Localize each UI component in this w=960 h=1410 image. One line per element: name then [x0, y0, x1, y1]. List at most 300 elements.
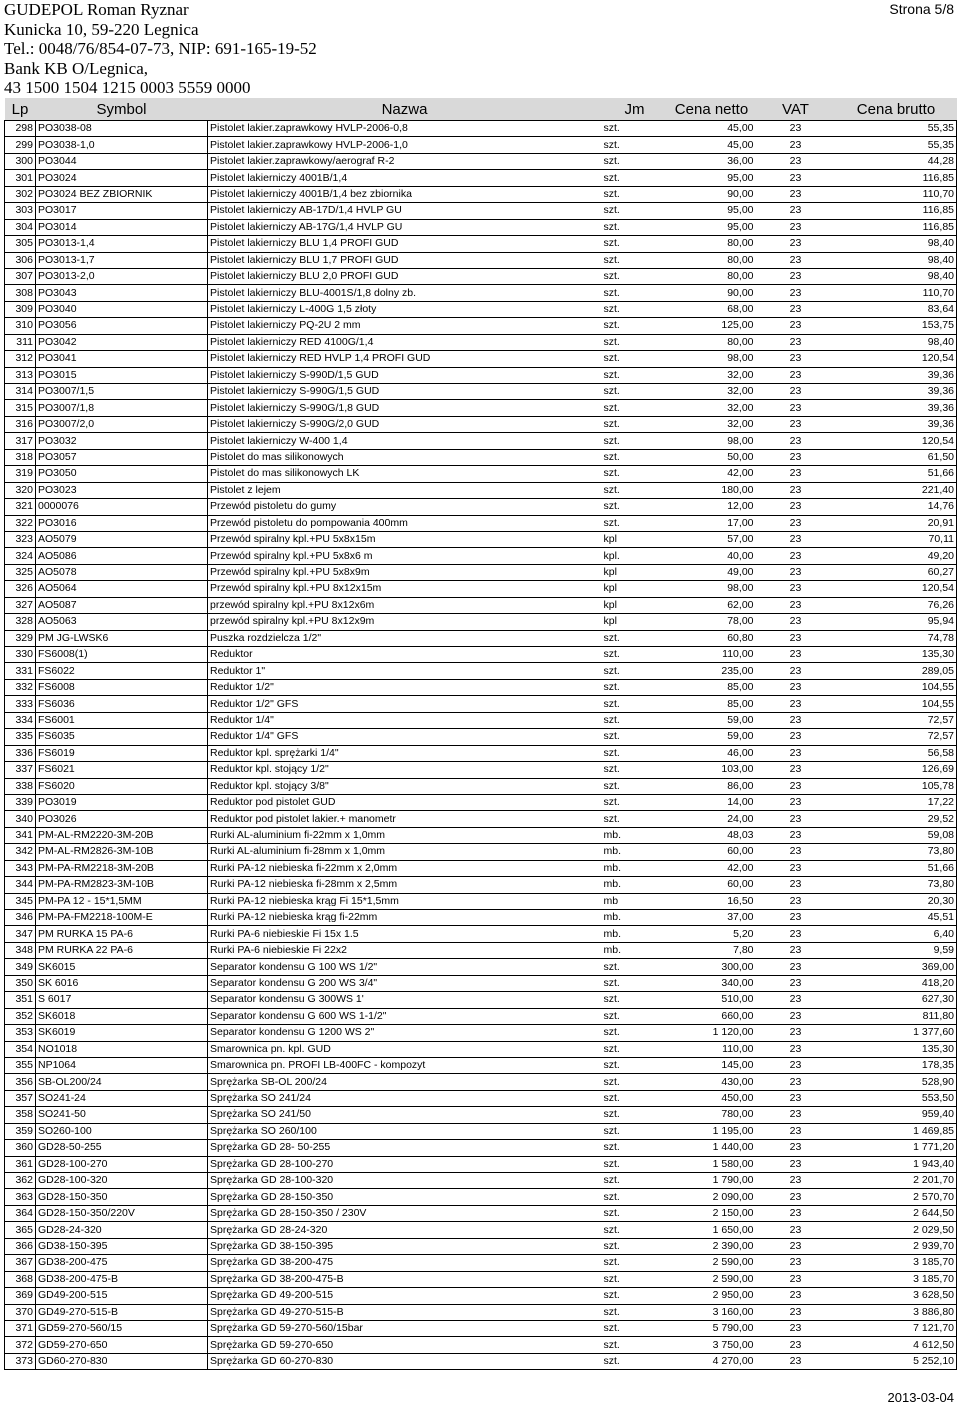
row-cena-brutto: 3 185,70 [836, 1271, 957, 1287]
row-symbol: AO5064 [36, 581, 208, 597]
row-lp: 342 [5, 844, 36, 860]
price-list-table [4, 98, 957, 1370]
row-vat: 23 [756, 860, 836, 876]
row-symbol: GD28-24-320 [36, 1222, 208, 1238]
row-symbol: SK6018 [36, 1008, 208, 1024]
col-cena-netto-header: Cena netto [668, 98, 756, 121]
row-nazwa: Sprężarka GD 59-270-560/15bar [208, 1320, 602, 1336]
row-vat: 23 [756, 121, 836, 137]
company-line: 43 1500 1504 1215 0003 5559 0000 [4, 78, 251, 97]
row-jm: szt. [602, 696, 668, 712]
row-lp: 349 [5, 959, 36, 975]
row-nazwa: Sprężarka SO 260/100 [208, 1123, 602, 1139]
row-jm: szt. [602, 1288, 668, 1304]
row-lp: 363 [5, 1189, 36, 1205]
row-cena-brutto: 6,40 [836, 926, 957, 942]
row-jm: mb. [602, 910, 668, 926]
row-lp: 370 [5, 1304, 36, 1320]
row-cena-brutto: 17,22 [836, 794, 957, 810]
table-row [5, 926, 957, 942]
row-lp: 345 [5, 893, 36, 909]
table-row [5, 236, 957, 252]
company-line: Tel.: 0048/76/854-07-73, NIP: 691-165-19-52 [4, 39, 317, 58]
row-jm: kpl [602, 581, 668, 597]
row-nazwa: Przewód spiralny kpl.+PU 8x12x15m [208, 581, 602, 597]
row-lp: 305 [5, 236, 36, 252]
row-nazwa: Pistolet z lejem [208, 482, 602, 498]
row-symbol: PM JG-LWSK6 [36, 630, 208, 646]
row-jm: szt. [602, 811, 668, 827]
row-jm: szt. [602, 515, 668, 531]
row-lp: 364 [5, 1205, 36, 1221]
row-cena-brutto: 1 377,60 [836, 1025, 957, 1041]
row-lp: 304 [5, 219, 36, 235]
row-nazwa: Pistolet lakierniczy S-990G/1,8 GUD [208, 400, 602, 416]
row-vat: 23 [756, 482, 836, 498]
row-symbol: FS6019 [36, 745, 208, 761]
row-vat: 23 [756, 647, 836, 663]
row-symbol: GD49-270-515-B [36, 1304, 208, 1320]
row-cena-netto: 32,00 [668, 384, 756, 400]
row-cena-netto: 110,00 [668, 647, 756, 663]
row-nazwa: Rurki PA-6 niebieskie Fi 22x2 [208, 942, 602, 958]
row-vat: 23 [756, 1057, 836, 1073]
col-nazwa-header: Nazwa [208, 98, 602, 121]
row-cena-netto: 32,00 [668, 400, 756, 416]
row-cena-brutto: 627,30 [836, 992, 957, 1008]
row-cena-netto: 5,20 [668, 926, 756, 942]
row-vat: 23 [756, 449, 836, 465]
row-lp: 309 [5, 301, 36, 317]
row-cena-brutto: 72,57 [836, 729, 957, 745]
table-row [5, 992, 957, 1008]
row-vat: 23 [756, 1271, 836, 1287]
row-nazwa: Sprężarka GD 28- 50-255 [208, 1140, 602, 1156]
row-symbol: AO5086 [36, 548, 208, 564]
row-lp: 347 [5, 926, 36, 942]
row-cena-netto: 98,00 [668, 581, 756, 597]
col-vat-header: VAT [756, 98, 836, 121]
row-jm: szt. [602, 186, 668, 202]
row-symbol: AO5078 [36, 564, 208, 580]
row-cena-brutto: 98,40 [836, 236, 957, 252]
table-row [5, 1288, 957, 1304]
row-symbol: PO3057 [36, 449, 208, 465]
row-vat: 23 [756, 318, 836, 334]
row-nazwa: Sprężarka GD 60-270-830 [208, 1353, 602, 1369]
row-nazwa: Reduktor 1/4" GFS [208, 729, 602, 745]
row-symbol: SO241-24 [36, 1090, 208, 1106]
row-cena-brutto: 98,40 [836, 268, 957, 284]
row-jm: szt. [602, 1057, 668, 1073]
row-symbol: FS6021 [36, 762, 208, 778]
row-jm: szt. [602, 203, 668, 219]
row-vat: 23 [756, 614, 836, 630]
row-cena-brutto: 135,30 [836, 647, 957, 663]
table-row [5, 1140, 957, 1156]
row-cena-netto: 125,00 [668, 318, 756, 334]
row-symbol: GD28-150-350 [36, 1189, 208, 1205]
row-cena-netto: 14,00 [668, 794, 756, 810]
row-symbol: PO3014 [36, 219, 208, 235]
row-nazwa: Reduktor 1/2" [208, 679, 602, 695]
row-cena-netto: 90,00 [668, 186, 756, 202]
row-lp: 352 [5, 1008, 36, 1024]
row-symbol: FS6020 [36, 778, 208, 794]
table-row [5, 647, 957, 663]
row-lp: 315 [5, 400, 36, 416]
row-lp: 335 [5, 729, 36, 745]
row-vat: 23 [756, 1304, 836, 1320]
row-jm: szt. [602, 679, 668, 695]
row-symbol: GD60-270-830 [36, 1353, 208, 1369]
row-symbol: PO3016 [36, 515, 208, 531]
row-lp: 319 [5, 466, 36, 482]
table-row [5, 1255, 957, 1271]
table-row [5, 910, 957, 926]
row-cena-brutto: 51,66 [836, 466, 957, 482]
row-lp: 318 [5, 449, 36, 465]
table-row [5, 696, 957, 712]
row-cena-brutto: 126,69 [836, 762, 957, 778]
row-jm: szt. [602, 153, 668, 169]
row-cena-brutto: 76,26 [836, 597, 957, 613]
company-line: GUDEPOL Roman Ryznar [4, 0, 189, 19]
row-cena-netto: 2 590,00 [668, 1255, 756, 1271]
row-symbol: GD28-100-320 [36, 1173, 208, 1189]
row-lp: 313 [5, 367, 36, 383]
row-cena-netto: 2 090,00 [668, 1189, 756, 1205]
row-lp: 299 [5, 137, 36, 153]
row-cena-brutto: 2 201,70 [836, 1173, 957, 1189]
row-jm: szt. [602, 1222, 668, 1238]
row-cena-brutto: 1 943,40 [836, 1156, 957, 1172]
row-jm: kpl [602, 531, 668, 547]
row-jm: szt. [602, 1205, 668, 1221]
row-vat: 23 [756, 1337, 836, 1353]
row-nazwa: Smarownica pn. kpl. GUD [208, 1041, 602, 1057]
row-nazwa: Pistolet lakier.zaprawkowy HVLP-2006-1,0 [208, 137, 602, 153]
row-symbol: PO3015 [36, 367, 208, 383]
row-jm: szt. [602, 712, 668, 728]
row-nazwa: Sprężarka GD 59-270-650 [208, 1337, 602, 1353]
row-symbol: GD59-270-560/15 [36, 1320, 208, 1336]
row-lp: 340 [5, 811, 36, 827]
row-nazwa: Pistolet lakierniczy 4001B/1,4 [208, 170, 602, 186]
row-nazwa: Rurki PA-12 niebieska krąg Fi 15*1,5mm [208, 893, 602, 909]
row-vat: 23 [756, 564, 836, 580]
table-row [5, 449, 957, 465]
row-jm: szt. [602, 433, 668, 449]
row-nazwa: Puszka rozdzielcza 1/2" [208, 630, 602, 646]
table-row [5, 252, 957, 268]
row-cena-netto: 59,00 [668, 729, 756, 745]
row-lp: 302 [5, 186, 36, 202]
row-lp: 350 [5, 975, 36, 991]
row-vat: 23 [756, 1173, 836, 1189]
row-cena-netto: 46,00 [668, 745, 756, 761]
row-cena-brutto: 4 612,50 [836, 1337, 957, 1353]
row-cena-netto: 98,00 [668, 433, 756, 449]
row-lp: 339 [5, 794, 36, 810]
row-cena-netto: 59,00 [668, 712, 756, 728]
row-vat: 23 [756, 597, 836, 613]
row-cena-brutto: 72,57 [836, 712, 957, 728]
row-cena-netto: 1 650,00 [668, 1222, 756, 1238]
row-cena-netto: 2 390,00 [668, 1238, 756, 1254]
row-jm: szt. [602, 975, 668, 991]
row-vat: 23 [756, 367, 836, 383]
table-row [5, 1173, 957, 1189]
table-row [5, 137, 957, 153]
row-lp: 300 [5, 153, 36, 169]
row-cena-netto: 40,00 [668, 548, 756, 564]
row-cena-brutto: 221,40 [836, 482, 957, 498]
row-lp: 333 [5, 696, 36, 712]
row-nazwa: Przewód pistoletu do gumy [208, 499, 602, 515]
row-nazwa: Sprężarka SO 241/24 [208, 1090, 602, 1106]
row-cena-netto: 660,00 [668, 1008, 756, 1024]
row-nazwa: Pistolet lakierniczy S-990D/1,5 GUD [208, 367, 602, 383]
row-cena-brutto: 39,36 [836, 367, 957, 383]
row-symbol: AO5063 [36, 614, 208, 630]
row-cena-brutto: 105,78 [836, 778, 957, 794]
table-row [5, 416, 957, 432]
table-row [5, 1353, 957, 1369]
table-row [5, 778, 957, 794]
table-row [5, 186, 957, 202]
row-cena-netto: 32,00 [668, 416, 756, 432]
row-lp: 327 [5, 597, 36, 613]
row-vat: 23 [756, 762, 836, 778]
row-jm: kpl [602, 564, 668, 580]
row-nazwa: Sprężarka GD 28-100-270 [208, 1156, 602, 1172]
row-jm: mb. [602, 877, 668, 893]
table-row [5, 597, 957, 613]
row-jm: szt. [602, 762, 668, 778]
table-row [5, 1222, 957, 1238]
row-vat: 23 [756, 268, 836, 284]
row-cena-brutto: 418,20 [836, 975, 957, 991]
row-cena-brutto: 95,94 [836, 614, 957, 630]
table-row [5, 1189, 957, 1205]
row-cena-brutto: 2 029,50 [836, 1222, 957, 1238]
row-cena-netto: 62,00 [668, 597, 756, 613]
table-row [5, 942, 957, 958]
row-symbol: NP1064 [36, 1057, 208, 1073]
row-lp: 338 [5, 778, 36, 794]
row-vat: 23 [756, 1074, 836, 1090]
row-cena-brutto: 73,80 [836, 844, 957, 860]
row-vat: 23 [756, 236, 836, 252]
row-symbol: PM-PA 12 - 15*1,5MM [36, 893, 208, 909]
row-symbol: PO3056 [36, 318, 208, 334]
row-cena-brutto: 7 121,70 [836, 1320, 957, 1336]
row-lp: 317 [5, 433, 36, 449]
row-lp: 312 [5, 351, 36, 367]
row-nazwa: przewód spiralny kpl.+PU 8x12x6m [208, 597, 602, 613]
row-jm: szt. [602, 170, 668, 186]
row-vat: 23 [756, 778, 836, 794]
row-cena-netto: 68,00 [668, 301, 756, 317]
row-symbol: PO3040 [36, 301, 208, 317]
row-jm: szt. [602, 1320, 668, 1336]
row-vat: 23 [756, 794, 836, 810]
table-row [5, 268, 957, 284]
row-nazwa: Rurki PA-12 niebieska fi-28mm x 2,5mm [208, 877, 602, 893]
table-row [5, 203, 957, 219]
row-symbol: FS6036 [36, 696, 208, 712]
row-vat: 23 [756, 170, 836, 186]
row-symbol: PO3026 [36, 811, 208, 827]
row-nazwa: Pistolet lakier.zaprawkowy HVLP-2006-0,8 [208, 121, 602, 137]
row-symbol: FS6008(1) [36, 647, 208, 663]
row-cena-brutto: 120,54 [836, 351, 957, 367]
row-cena-netto: 80,00 [668, 268, 756, 284]
row-cena-brutto: 3 185,70 [836, 1255, 957, 1271]
row-cena-netto: 50,00 [668, 449, 756, 465]
row-lp: 341 [5, 827, 36, 843]
row-jm: szt. [602, 400, 668, 416]
row-lp: 303 [5, 203, 36, 219]
row-symbol: PO3013-2,0 [36, 268, 208, 284]
table-row [5, 975, 957, 991]
row-cena-netto: 98,00 [668, 351, 756, 367]
row-jm: szt. [602, 1238, 668, 1254]
row-vat: 23 [756, 1008, 836, 1024]
row-nazwa: Pistolet lakierniczy BLU 2,0 PROFI GUD [208, 268, 602, 284]
row-lp: 330 [5, 647, 36, 663]
row-cena-netto: 80,00 [668, 252, 756, 268]
row-lp: 323 [5, 531, 36, 547]
row-jm: szt. [602, 137, 668, 153]
row-cena-brutto: 39,36 [836, 400, 957, 416]
row-vat: 23 [756, 186, 836, 202]
table-row [5, 1107, 957, 1123]
print-date: 2013-03-04 [887, 1390, 954, 1405]
row-vat: 23 [756, 466, 836, 482]
row-lp: 325 [5, 564, 36, 580]
row-nazwa: Reduktor kpl. stojący 3/8" [208, 778, 602, 794]
row-cena-netto: 48,03 [668, 827, 756, 843]
row-cena-brutto: 20,30 [836, 893, 957, 909]
row-cena-netto: 103,00 [668, 762, 756, 778]
row-cena-brutto: 39,36 [836, 416, 957, 432]
row-lp: 311 [5, 334, 36, 350]
row-cena-netto: 95,00 [668, 170, 756, 186]
table-row [5, 367, 957, 383]
page-number: Strona 5/8 [889, 1, 954, 17]
row-symbol: PO3038-1,0 [36, 137, 208, 153]
row-lp: 353 [5, 1025, 36, 1041]
row-vat: 23 [756, 153, 836, 169]
row-jm: mb. [602, 827, 668, 843]
table-row [5, 679, 957, 695]
row-cena-brutto: 369,00 [836, 959, 957, 975]
row-jm: szt. [602, 1156, 668, 1172]
row-jm: szt. [602, 630, 668, 646]
row-cena-brutto: 39,36 [836, 384, 957, 400]
row-jm: szt. [602, 1107, 668, 1123]
row-cena-brutto: 20,91 [836, 515, 957, 531]
table-row [5, 827, 957, 843]
table-row [5, 301, 957, 317]
row-symbol: PM-PA-FM2218-100M-E [36, 910, 208, 926]
row-vat: 23 [756, 1140, 836, 1156]
row-cena-brutto: 2 644,50 [836, 1205, 957, 1221]
row-lp: 344 [5, 877, 36, 893]
row-cena-netto: 17,00 [668, 515, 756, 531]
row-jm: szt. [602, 1304, 668, 1320]
row-cena-netto: 37,00 [668, 910, 756, 926]
row-symbol: S 6017 [36, 992, 208, 1008]
row-vat: 23 [756, 1041, 836, 1057]
row-cena-brutto: 44,28 [836, 153, 957, 169]
row-cena-brutto: 29,52 [836, 811, 957, 827]
row-cena-brutto: 120,54 [836, 581, 957, 597]
row-jm: szt. [602, 268, 668, 284]
table-row [5, 433, 957, 449]
table-row [5, 745, 957, 761]
row-cena-brutto: 110,70 [836, 285, 957, 301]
row-symbol: PM RURKA 15 PA-6 [36, 926, 208, 942]
table-row [5, 614, 957, 630]
row-nazwa: Pistolet lakierniczy L-400G 1,5 złoty [208, 301, 602, 317]
table-row [5, 663, 957, 679]
row-cena-netto: 36,00 [668, 153, 756, 169]
row-symbol: GD49-200-515 [36, 1288, 208, 1304]
row-jm: szt. [602, 1008, 668, 1024]
row-lp: 361 [5, 1156, 36, 1172]
row-jm: szt. [602, 794, 668, 810]
row-symbol: SK 6016 [36, 975, 208, 991]
row-vat: 23 [756, 992, 836, 1008]
row-lp: 369 [5, 1288, 36, 1304]
table-row [5, 384, 957, 400]
table-body [5, 121, 957, 1370]
row-lp: 322 [5, 515, 36, 531]
row-nazwa: Pistolet lakierniczy AB-17D/1,4 HVLP GU [208, 203, 602, 219]
row-vat: 23 [756, 975, 836, 991]
row-cena-netto: 1 120,00 [668, 1025, 756, 1041]
row-symbol: PO3044 [36, 153, 208, 169]
row-cena-brutto: 49,20 [836, 548, 957, 564]
table-row [5, 1238, 957, 1254]
row-symbol: GD59-270-650 [36, 1337, 208, 1353]
row-nazwa: Pistolet lakierniczy BLU 1,4 PROFI GUD [208, 236, 602, 252]
row-vat: 23 [756, 811, 836, 827]
table-row [5, 860, 957, 876]
row-vat: 23 [756, 1288, 836, 1304]
row-jm: szt. [602, 729, 668, 745]
row-nazwa: Reduktor kpl. stojący 1/2" [208, 762, 602, 778]
row-jm: szt. [602, 318, 668, 334]
row-nazwa: Rurki PA-12 niebieska fi-22mm x 2,0mm [208, 860, 602, 876]
row-cena-brutto: 3 628,50 [836, 1288, 957, 1304]
row-vat: 23 [756, 1090, 836, 1106]
row-vat: 23 [756, 252, 836, 268]
row-lp: 331 [5, 663, 36, 679]
row-cena-netto: 235,00 [668, 663, 756, 679]
company-header [4, 0, 317, 98]
row-nazwa: Przewód pistoletu do pompowania 400mm [208, 515, 602, 531]
row-symbol: PO3043 [36, 285, 208, 301]
row-vat: 23 [756, 1156, 836, 1172]
row-cena-brutto: 3 886,80 [836, 1304, 957, 1320]
row-lp: 373 [5, 1353, 36, 1369]
row-cena-brutto: 5 252,10 [836, 1353, 957, 1369]
row-nazwa: Pistolet lakier.zaprawkowy/aerograf R-2 [208, 153, 602, 169]
